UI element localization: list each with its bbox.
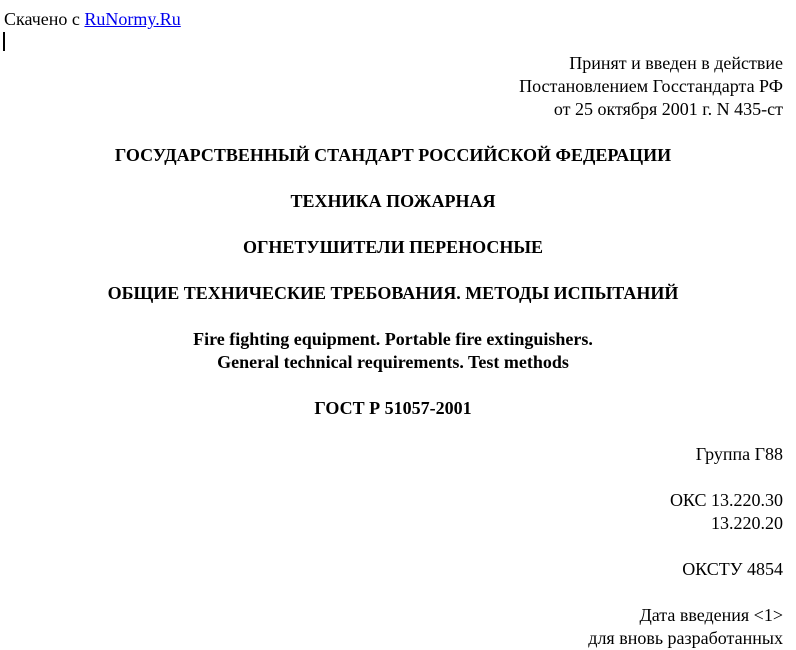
- title-line-1: ТЕХНИКА ПОЖАРНАЯ: [290, 191, 496, 211]
- oks-code-1: ОКС 13.220.30: [669, 490, 783, 510]
- english-title-line-1: Fire fighting equipment. Portable fire extinguishers.: [193, 329, 593, 349]
- standard-designation: ГОСТ Р 51057-2001: [314, 398, 472, 418]
- group-code: [696, 443, 783, 466]
- standard-type-heading: ГОСУДАРСТВЕННЫЙ СТАНДАРТ РОССИЙСКОЙ ФЕДЕРАЦИИ: [114, 145, 672, 165]
- okstu-code: [682, 558, 783, 581]
- introduction-date-block: [588, 604, 783, 650]
- oks-codes: [670, 489, 783, 535]
- source-prefix: Скачено с: [4, 9, 85, 29]
- okstu-code-text: ОКСТУ 4854: [682, 559, 783, 579]
- introduction-date-label: Дата введения <1>: [639, 605, 783, 625]
- group-code-text: Группа Г88: [695, 444, 783, 464]
- adoption-line-2: Постановлением Госстандарта РФ: [519, 76, 783, 96]
- title-line-2: ОГНЕТУШИТЕЛИ ПЕРЕНОСНЫЕ: [242, 237, 544, 257]
- source-line: [4, 8, 181, 30]
- adoption-line-1: Принят и введен в действие: [569, 53, 783, 73]
- introduction-date-note: для вновь разработанных: [588, 628, 783, 648]
- oks-code-2: 13.220.20: [711, 513, 783, 533]
- title-line-3: ОБЩИЕ ТЕХНИЧЕСКИЕ ТРЕБОВАНИЯ. МЕТОДЫ ИСПЫТАНИЙ: [107, 283, 679, 303]
- adoption-line-3: от 25 октября 2001 г. N 435-ст: [553, 99, 783, 119]
- english-title-line-2: General technical requirements. Test methods: [217, 352, 569, 372]
- source-link[interactable]: RuNormy.Ru: [84, 9, 181, 29]
- text-cursor: [3, 32, 5, 51]
- adoption-block: [519, 52, 783, 121]
